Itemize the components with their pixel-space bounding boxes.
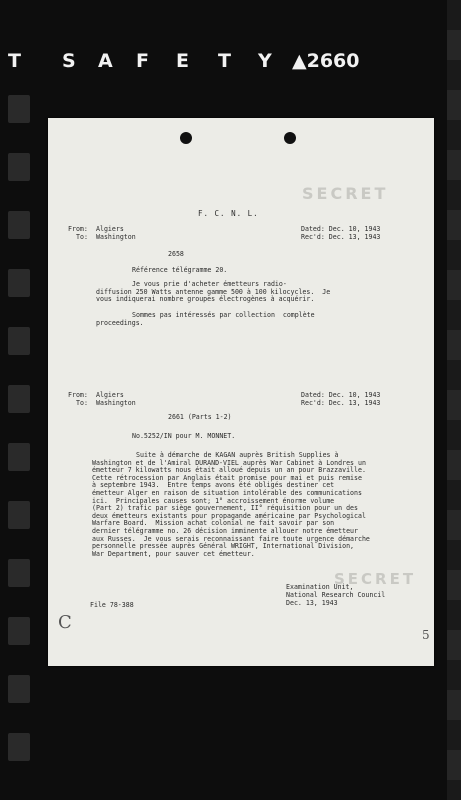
msg1-body-line: diffusion 250 Watts antenne gamme 500 à 100 kilocycles. Je xyxy=(96,287,331,296)
msg2-body-line: Cette rétrocession par Anglais était promise pour mai et puis remise xyxy=(92,473,362,482)
msg2-body-line: War Department, pour sauver cet émetteur. xyxy=(92,549,255,558)
msg2-body-line: Washington et de l'Amiral DURAND-VIEL auprès War Cabinet à Londres un xyxy=(92,458,366,467)
unit-line-3: Dec. 13, 1943 xyxy=(286,599,338,607)
secret-stamp-bottom: SECRET xyxy=(334,570,417,588)
msg2-number: 2661 (Parts 1-2) xyxy=(168,413,232,421)
file-number: File 78-388 xyxy=(90,601,134,609)
handwritten-mark-right: 5 xyxy=(422,628,430,642)
msg2-body-line: dernier télégramme no. 26 décision imminente allouer notre émetteur xyxy=(92,526,358,535)
film-letter: E xyxy=(176,50,189,72)
unit-line-2: National Research Council xyxy=(286,591,386,599)
msg1-body2-line: Sommes pas intéressés par collection complète xyxy=(132,311,315,319)
sprocket-hole xyxy=(8,327,30,355)
msg1-from-label: From: xyxy=(68,225,88,233)
msg2-to-label: To: xyxy=(76,399,88,407)
sprocket-hole xyxy=(8,733,30,761)
msg2-body-line: deux émetteurs existants pour propagande américaine par Psychological xyxy=(92,511,366,520)
msg2-body-line: aux Russes. Je vous serais reconnaissant faire toute urgence démarche xyxy=(92,534,370,543)
sprocket-hole xyxy=(8,269,30,297)
msg1-dated: Dated: Dec. 10, 1943 xyxy=(301,225,381,233)
document-page xyxy=(48,118,434,666)
msg1-body-line: vous indiquerai nombre groupes électrogènes à acquérir. xyxy=(96,295,315,304)
film-banner xyxy=(0,38,461,86)
sprocket-hole xyxy=(8,501,30,529)
film-letter: F xyxy=(136,50,149,72)
sprocket-hole xyxy=(8,95,30,123)
sprocket-hole xyxy=(8,559,30,587)
film-letter: S xyxy=(62,50,76,72)
msg2-body-line: (Part 2) trafic par siège gouvernement, II° réquisition pour un des xyxy=(92,504,358,513)
msg2-body-line: émetteur Alger en raison de situation intolérable des communications xyxy=(92,488,362,497)
secret-stamp-top: SECRET xyxy=(302,184,389,203)
film-letter: T xyxy=(8,50,21,72)
msg1-recd: Rec'd: Dec. 13, 1943 xyxy=(301,233,381,241)
msg2-ref: No.5252/IN pour M. MONNET. xyxy=(132,432,236,440)
msg2-from-value: Algiers xyxy=(96,391,124,399)
document-header: F. C. N. L. xyxy=(198,209,259,218)
msg1-body-line: Je vous prie d'acheter émetteurs radio- xyxy=(132,280,287,288)
msg2-dated: Dated: Dec. 10, 1943 xyxy=(301,391,381,399)
film-letter: T xyxy=(218,50,231,72)
sprocket-hole xyxy=(8,617,30,645)
msg2-from-label: From: xyxy=(68,391,88,399)
msg2-body-line: Suite à démarche de KAGAN auprès British Supplies à xyxy=(136,451,339,459)
msg2-body-line: Warfare Board. Mission achat colonial ne fait savoir par son xyxy=(92,519,335,528)
msg1-body2 xyxy=(96,312,315,327)
sprocket-hole xyxy=(8,443,30,471)
msg1-body2-line: proceedings. xyxy=(96,318,144,327)
msg2-body-line: ici. Principales causes sont; 1° accroissement énorme volume xyxy=(92,496,335,505)
sprocket-hole xyxy=(8,385,30,413)
msg2-body xyxy=(92,452,370,558)
film-letter: A xyxy=(98,50,113,72)
punch-hole xyxy=(284,132,296,144)
handwritten-mark-left: C xyxy=(58,612,72,633)
sprocket-hole xyxy=(8,153,30,181)
msg2-to-value: Washington xyxy=(96,399,136,407)
msg1-body xyxy=(96,281,330,304)
msg1-to-value: Washington xyxy=(96,233,136,241)
msg1-number: 2658 xyxy=(168,250,184,258)
film-right-edge xyxy=(447,0,461,800)
msg2-recd: Rec'd: Dec. 13, 1943 xyxy=(301,399,381,407)
sprocket-strip xyxy=(8,95,30,795)
msg1-reference: Référence télégramme 20. xyxy=(132,266,228,274)
sprocket-hole xyxy=(8,675,30,703)
unit-line-1: Examination Unit, xyxy=(286,583,354,591)
punch-hole xyxy=(180,132,192,144)
sprocket-hole xyxy=(8,211,30,239)
msg2-body-line: à septembre 1943. Entre temps avons été obligés destiner cet xyxy=(92,481,335,490)
msg2-body-line: émetteur 7 kilowatts nous était alloué depuis un an pour Brazzaville. xyxy=(92,466,366,475)
msg1-to-label: To: xyxy=(76,233,88,241)
film-letter: ▲2660 xyxy=(292,50,360,72)
msg2-body-line: personnelle pressée auprès Général WRIGHT, International Division, xyxy=(92,542,355,551)
film-letter: Y xyxy=(258,50,272,72)
msg1-from-value: Algiers xyxy=(96,225,124,233)
